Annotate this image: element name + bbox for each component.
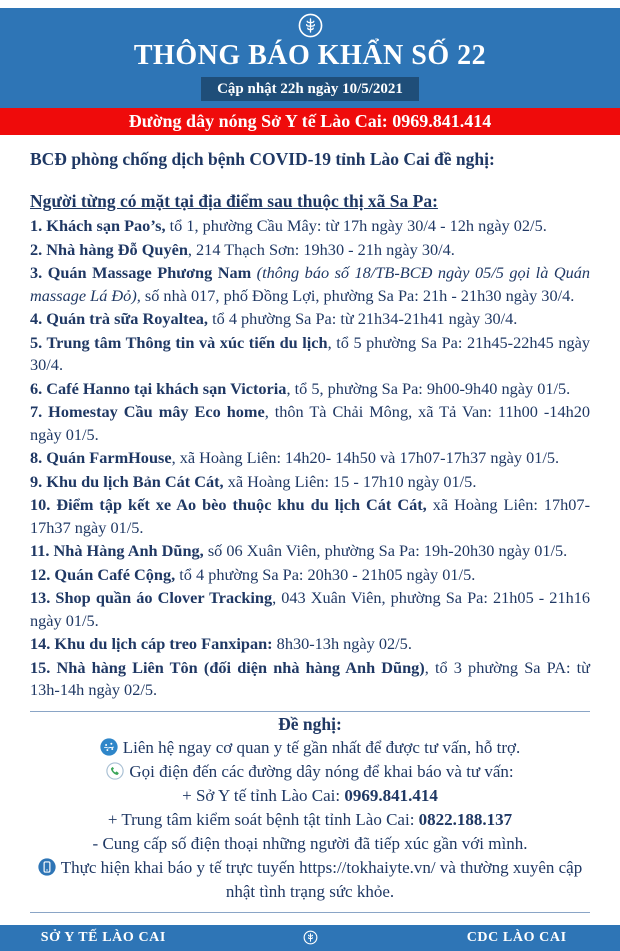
virus-contact-icon: [100, 738, 118, 756]
location-name: 10. Điểm tập kết xe Ao bèo thuộc khu du lịch Cát Cát,: [30, 495, 427, 514]
advice-section: [0, 712, 620, 904]
location-item-13: [30, 587, 590, 632]
location-item-1: [30, 215, 590, 238]
location-item-3: [30, 262, 590, 307]
location-name: 15. Nhà hàng Liên Tôn (đối diện nhà hàng Anh Dũng): [30, 657, 425, 677]
location-name: 12. Quán Café Cộng,: [30, 564, 176, 584]
location-name: 7. Homestay Cầu mây Eco home: [30, 402, 265, 421]
location-detail: tổ 4 phường Sa Pa: từ 21h34-21h41 ngày 30/4.: [208, 309, 518, 328]
hotline-soyte-line: [28, 784, 592, 808]
footer-bar: [0, 925, 620, 951]
location-item-12: [30, 564, 590, 587]
location-name: 2. Nhà hàng Đỗ Quyên: [30, 239, 188, 259]
location-detail: tổ 1, phường Cầu Mây: từ 17h ngày 30/4 - 12h ngày 02/5.: [165, 216, 547, 235]
location-name: 11. Nhà Hàng Anh Dũng,: [30, 541, 204, 560]
location-name: 4. Quán trà sữa Royaltea,: [30, 309, 209, 328]
footer-right-label: CDC LÀO CAI: [466, 929, 567, 945]
advice-contact-line: [28, 736, 592, 760]
update-timestamp-badge: Cập nhật 22h ngày 10/5/2021: [201, 77, 419, 101]
location-name: 5. Trung tâm Thông tin và xúc tiến du lịch: [30, 332, 328, 352]
advice-contact-text: Liên hệ ngay cơ quan y tế gần nhất để được tư vấn, hỗ trợ.: [122, 737, 521, 757]
location-name: 14. Khu du lịch cáp treo Fanxipan:: [30, 634, 273, 653]
notice-title: THÔNG BÁO KHẨN SỐ 22: [133, 40, 487, 71]
hotline-cdc-label: + Trung tâm kiểm soát bệnh tật tỉnh Lào Cai:: [107, 809, 419, 829]
location-name: 9. Khu du lịch Bản Cát Cát,: [30, 471, 224, 491]
location-item-6: [30, 378, 590, 401]
locations-list-heading: Người từng có mặt tại địa điểm sau thuộc thị xã Sa Pa:: [30, 191, 438, 211]
phone-handset-icon: [106, 762, 124, 780]
location-detail: , tổ 3 phường Sa PA: từ 13h-14h ngày 02/5.: [30, 657, 590, 699]
medical-staff-icon: [303, 930, 318, 945]
advice-call-line: [28, 760, 592, 784]
location-item-8: [30, 447, 590, 470]
location-detail: , tổ 5 phường Sa Pa: 21h45-22h45 ngày 30/4.: [30, 332, 590, 374]
location-name: 1. Khách sạn Pao’s,: [30, 216, 166, 235]
location-item-14: [30, 633, 590, 656]
location-detail: , tổ 5, phường Sa Pa: 9h00-9h40 ngày 01/5.: [286, 378, 571, 398]
location-item-15: [30, 657, 590, 702]
location-item-2: [30, 239, 590, 262]
advice-declare-online-text: Thực hiện khai báo y tế trực tuyến https://tokhaiyte.vn/ và thường xuyên cập nhật tình trạng sức khỏe.: [60, 857, 583, 901]
location-detail: xã Hoàng Liên: 15 - 17h10 ngày 01/5.: [223, 471, 477, 491]
hotline-soyte-label: + Sở Y tế tỉnh Lào Cai:: [182, 785, 345, 805]
location-detail: , thôn Tà Chải Mông, xã Tả Van: 11h00 -14h20 ngày 01/5.: [30, 402, 591, 444]
location-note: (thông báo số 18/TB-BCĐ ngày 05/5 gọi là Quán massage Lá Đỏ),: [30, 263, 590, 305]
location-item-11: [30, 540, 590, 563]
location-detail: số 06 Xuân Viên, phường Sa Pa: 19h-20h30 ngày 01/5.: [203, 541, 568, 560]
location-name: 8. Quán FarmHouse: [30, 448, 172, 467]
location-item-7: [30, 401, 590, 446]
medical-staff-icon: [298, 13, 323, 38]
hotline-cdc-number: 0822.188.137: [418, 809, 513, 829]
location-detail: tổ 4 phường Sa Pa: 20h30 - 21h05 ngày 01/5.: [175, 564, 476, 584]
hotline-cdc-line: [28, 808, 592, 832]
advice-declare-online-line: [28, 856, 592, 904]
footer-left-label: SỞ Y TẾ LÀO CAI: [40, 929, 166, 945]
location-detail: , xã Hoàng Liên: 14h20- 14h50 và 17h07-17h37 ngày 01/5.: [171, 448, 560, 467]
location-detail: , 043 Xuân Viên, phường Sa Pa: 21h05 - 21h16 ngày 01/5.: [30, 588, 591, 630]
location-detail: 8h30-13h ngày 02/5.: [272, 634, 412, 653]
location-detail: , 214 Thạch Sơn: 19h30 - 21h ngày 30/4.: [187, 239, 455, 259]
location-item-10: [30, 494, 590, 539]
location-item-4: [30, 308, 590, 331]
location-item-9: [30, 471, 590, 494]
location-detail: xã Hoàng Liên: 17h07-17h37 ngày 01/5.: [30, 495, 590, 537]
advice-call-text: Gọi điện đến các đường dây nóng để khai báo và tư vấn:: [129, 761, 514, 781]
mobile-phone-icon: [38, 858, 56, 876]
location-item-5: [30, 332, 590, 377]
hotline-bar: Đường dây nóng Sở Y tế Lào Cai: 0969.841.414: [0, 108, 620, 135]
top-white-strip: [0, 0, 620, 8]
advice-provide-contacts-line: - Cung cấp số điện thoại những người đã tiếp xúc gần với mình.: [92, 833, 528, 853]
footer-divider: [30, 912, 590, 913]
location-name: 13. Shop quần áo Clover Tracking: [30, 588, 273, 607]
header-banner: [0, 8, 620, 108]
intro-heading: BCĐ phòng chống dịch bệnh COVID-19 tỉnh Lào Cai đề nghị:: [30, 149, 495, 169]
location-name: 3. Quán Massage Phương Nam: [30, 263, 252, 282]
hotline-soyte-number: 0969.841.414: [344, 785, 438, 805]
location-name: 6. Café Hanno tại khách sạn Victoria: [30, 378, 287, 398]
advice-heading: Đề nghị:: [278, 713, 342, 734]
location-detail: số nhà 017, phố Đồng Lợi, phường Sa Pa: 21h - 21h30 ngày 30/4.: [140, 285, 575, 305]
footer-center: [207, 930, 414, 945]
notice-body: [0, 148, 620, 702]
